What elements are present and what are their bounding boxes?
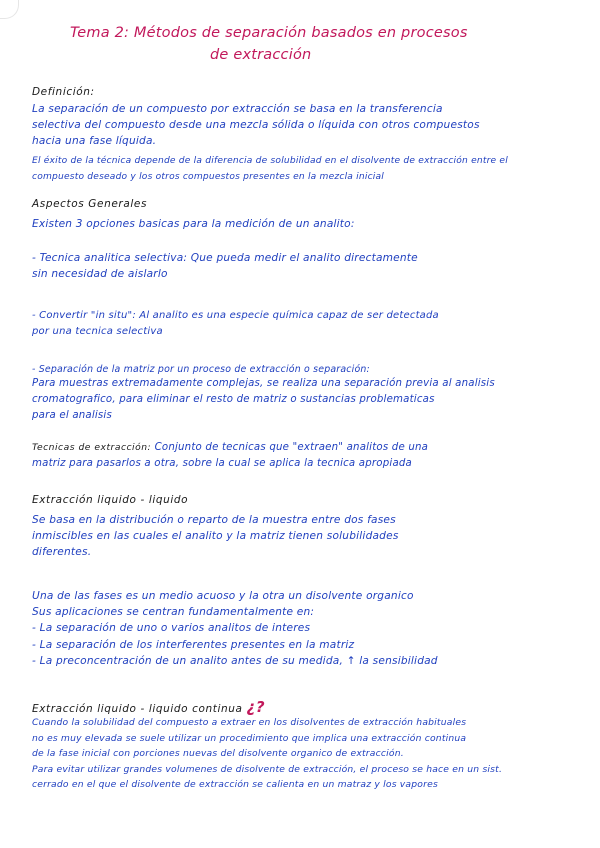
page-title bbox=[70, 22, 570, 66]
text-line: diferentes. bbox=[32, 546, 92, 559]
text-line: La separación de un compuesto por extracción se basa en la transferencia bbox=[32, 103, 443, 115]
aspectos-intro: Existen 3 opciones basicas para la medición de un analito: bbox=[32, 218, 355, 230]
text-line: inmiscibles en las cuales el analito y la matriz tienen solubilidades bbox=[32, 530, 399, 543]
question-mark: ¿? bbox=[246, 698, 266, 716]
continua-heading-text: Extracción liquido - liquido continua bbox=[32, 703, 243, 715]
ell-text bbox=[32, 512, 572, 561]
ell-applications bbox=[32, 588, 592, 669]
text-line: - Tecnica analitica selectiva: Que pueda medir el analito directamente bbox=[32, 252, 418, 264]
text-line: hacia una fase líquida. bbox=[32, 135, 157, 148]
text-line bbox=[32, 440, 592, 456]
continua-heading bbox=[32, 698, 265, 716]
text-line: cerrado en el que el disolvente de extracción se calienta en un matraz y los vapores bbox=[32, 779, 438, 791]
text-line: selectiva del compuesto desde una mezcla sólida o líquida con otros compuestos bbox=[32, 119, 480, 132]
text-line: Una de las fases es un medio acuoso y la otra un disolvente organico bbox=[32, 590, 414, 602]
ell-heading: Extracción liquido - liquido bbox=[32, 494, 189, 506]
title-line-1: Tema 2: Métodos de separación basados en procesos bbox=[70, 25, 468, 41]
option-1 bbox=[32, 250, 587, 282]
title-line-2: de extracción bbox=[210, 47, 312, 63]
text-line: Cuando la solubilidad del compuesto a extraer en los disolventes de extracción habituales bbox=[32, 717, 467, 728]
aspectos-heading: Aspectos Generales bbox=[32, 198, 148, 210]
text-line: El éxito de la técnica depende de la diferencia de solubilidad en el disolvente de extracción entre el bbox=[32, 156, 508, 166]
text-line: para el analisis bbox=[32, 410, 112, 422]
definicion-text bbox=[32, 101, 572, 150]
list-item: - La separación de uno o varios analitos de interes bbox=[32, 622, 311, 635]
text-line: - Convertir "in situ": Al analito es una especie química capaz de ser detectada bbox=[32, 310, 439, 321]
tecnicas-line-1: Conjunto de tecnicas que "extraen" analitos de una bbox=[151, 442, 429, 453]
text-line: Sus aplicaciones se centran fundamentalmente en: bbox=[32, 606, 315, 619]
text-line: Para muestras extremadamente complejas, se realiza una separación previa al analisis bbox=[32, 378, 495, 389]
text-line: compuesto deseado y los otros compuestos presentes en la mezcla inicial bbox=[32, 171, 384, 182]
option-3-heading: - Separación de la matriz por un proceso de extracción o separación: bbox=[32, 364, 370, 375]
option-3-text bbox=[32, 376, 587, 425]
page-corner-fold bbox=[0, 0, 19, 19]
text-line: por una tecnica selectiva bbox=[32, 326, 163, 338]
list-item: - La preconcentración de un analito antes de su medida, ↑ la sensibilidad bbox=[32, 654, 438, 667]
text-line: Se basa en la distribución o reparto de la muestra entre dos fases bbox=[32, 514, 396, 526]
tecnicas-label: Tecnicas de extracción: bbox=[32, 442, 152, 453]
text-line: cromatografico, para eliminar el resto de matriz o sustancias problematicas bbox=[32, 394, 435, 406]
text-line: no es muy elevada se suele utilizar un procedimiento que implica una extracción continua bbox=[32, 732, 467, 744]
definicion-heading: Definición: bbox=[32, 86, 95, 98]
text-line: de la fase inicial con porciones nuevas del disolvente organico de extracción. bbox=[32, 748, 404, 760]
tecnicas-extraccion bbox=[32, 440, 592, 472]
text-line: matriz para pasarlos a otra, sobre la cual se aplica la tecnica apropiada bbox=[32, 458, 412, 470]
text-line: Para evitar utilizar grandes volumenes de disolvente de extracción, el proceso se hace en un sist. bbox=[32, 763, 503, 775]
option-2 bbox=[32, 308, 587, 340]
text-line: sin necesidad de aislarlo bbox=[32, 268, 168, 281]
definicion-note bbox=[32, 154, 577, 185]
continua-text bbox=[32, 715, 592, 793]
list-item: - La separación de los interferentes presentes en la matriz bbox=[32, 638, 355, 651]
